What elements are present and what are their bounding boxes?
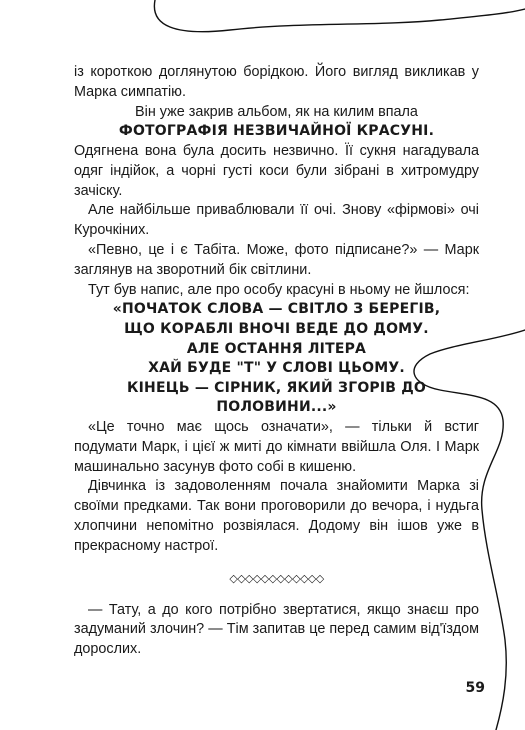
paragraph-2: Він уже закрив альбом, як на килим впала xyxy=(135,103,418,120)
poem-block xyxy=(74,300,479,418)
section-separator: ◇◇◇◇◇◇◇◇◇◇◇◇ xyxy=(229,571,324,585)
top-loop-curve xyxy=(154,0,525,32)
page-number: 59 xyxy=(465,680,485,696)
paragraph-8: Дівчинка із задоволенням почала знайомити Марка зі своїми предками. Так вони проговорили до вечора, і нудьга хлопчини непомітно розвіялася. Додому він ішов уже в прекрасному настрої. xyxy=(74,478,479,554)
paragraph-1: із короткою доглянутою борідкою. Його вигляд викликав у Марка симпатію. xyxy=(74,64,479,100)
poem-line: «ПОЧАТОК СЛОВА — СВІТЛО З БЕРЕГІВ, xyxy=(112,301,441,318)
paragraph-4: Але найбільше приваблювали її очі. Знову «фірмові» очі Курочкіних. xyxy=(74,202,479,239)
paragraph-3: Одягнена вона була досить незвично. Її сукня нагадувала одяг індійок, а чорні густі коси були зібрані в хитромудру зачіску. xyxy=(74,142,479,199)
paragraph-6: Тут був напис, але про особу красуні в ньому не йшлося: xyxy=(88,281,470,298)
paragraph-7: «Це точно має щось означати», — тільки й встиг подумати Марк, і цієї ж миті до кімнати ввійшла Оля. І Марк машинально засунув фото собі в кишеню. xyxy=(74,418,479,475)
page-body xyxy=(74,63,479,660)
poem-line: ЩО КОРАБЛІ ВНОЧІ ВЕДЕ ДО ДОМУ. xyxy=(124,320,429,337)
paragraph-2-bold: ФОТОГРАФІЯ НЕЗВИЧАЙНОЇ КРАСУНІ. xyxy=(118,123,435,140)
paragraph-9: — Тату, а до кого потрібно звертатися, якщо знаєш про задуманий злочин? — Тім запитав це перед самим від'їздом дорослих. xyxy=(74,601,479,658)
poem-line: ХАЙ БУДЕ "Т" У СЛОВІ ЦЬОМУ. xyxy=(148,360,405,377)
poem-line: КІНЕЦЬ — СІРНИК, ЯКИЙ ЗГОРІВ ДО ПОЛОВИНИ...» xyxy=(126,379,427,416)
poem-line: АЛЕ ОСТАННЯ ЛІТЕРА xyxy=(186,340,367,357)
paragraph-5: «Певно, це і є Табіта. Може, фото підписане?» — Марк заглянув на зворотний бік світлини. xyxy=(74,241,479,278)
